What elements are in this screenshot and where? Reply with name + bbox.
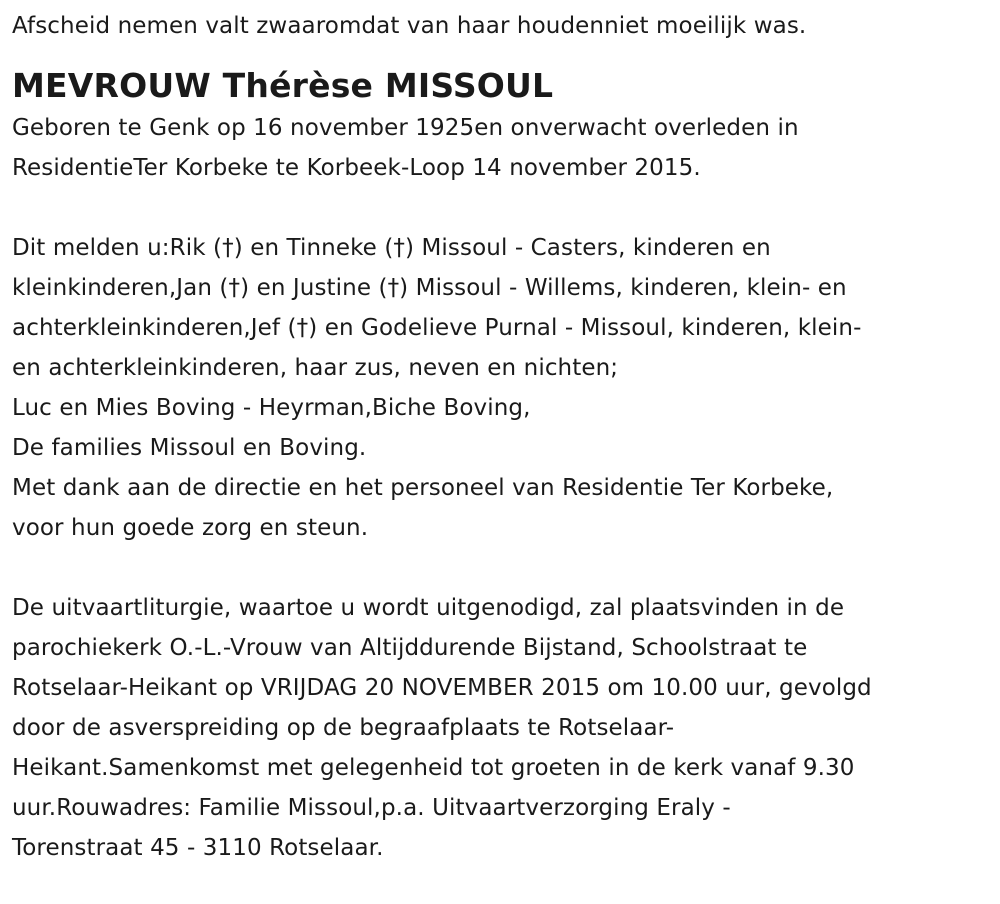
ceremony-paragraph xyxy=(12,588,988,868)
ceremony-line-6: uur.Rouwadres: Familie Missoul,p.a. Uitvaartverzorging Eraly - xyxy=(12,795,731,821)
ceremony-line-5: Heikant.Samenkomst met gelegenheid tot groeten in de kerk vanaf 9.30 xyxy=(12,755,855,781)
ceremony-line-2: parochiekerk O.-L.-Vrouw van Altijddurende Bijstand, Schoolstraat te xyxy=(12,635,808,661)
ceremony-line-7: Torenstraat 45 - 3110 Rotselaar. xyxy=(12,835,384,861)
family-line-7: Met dank aan de directie en het personeel van Residentie Ter Korbeke, xyxy=(12,475,834,501)
birth-line-2: ResidentieTer Korbeke te Korbeek-Loop 14 november 2015. xyxy=(12,155,701,181)
family-line-3: achterkleinkinderen,Jef (†) en Godelieve Purnal - Missoul, kinderen, klein- xyxy=(12,315,862,341)
family-line-5: Luc en Mies Boving - Heyrman,Biche Boving, xyxy=(12,395,531,421)
family-line-1: Dit melden u:Rik (†) en Tinneke (†) Missoul - Casters, kinderen en xyxy=(12,235,771,261)
family-line-4: en achterkleinkinderen, haar zus, neven en nichten; xyxy=(12,355,619,381)
ceremony-line-3: Rotselaar-Heikant op VRIJDAG 20 NOVEMBER 2015 om 10.00 uur, gevolgd xyxy=(12,675,872,701)
deceased-name-title: MEVROUW Thérèse MISSOUL xyxy=(12,66,554,105)
family-line-8: voor hun goede zorg en steun. xyxy=(12,515,369,541)
ceremony-line-4: door de asverspreiding op de begraafplaats te Rotselaar- xyxy=(12,715,675,741)
paragraph-spacer xyxy=(12,188,988,228)
paragraph-spacer xyxy=(12,548,988,588)
birth-line-1: Geboren te Genk op 16 november 1925en onverwacht overleden in xyxy=(12,115,799,141)
family-line-6: De families Missoul en Boving. xyxy=(12,435,367,461)
family-paragraph xyxy=(12,228,988,548)
intro-quote: Afscheid nemen valt zwaaromdat van haar houdenniet moeilijk was. xyxy=(12,13,807,39)
family-line-2: kleinkinderen,Jan (†) en Justine (†) Missoul - Willems, kinderen, klein- en xyxy=(12,275,847,301)
birth-death-paragraph xyxy=(12,108,988,188)
ceremony-line-1: De uitvaartliturgie, waartoe u wordt uitgenodigd, zal plaatsvinden in de xyxy=(12,595,845,621)
